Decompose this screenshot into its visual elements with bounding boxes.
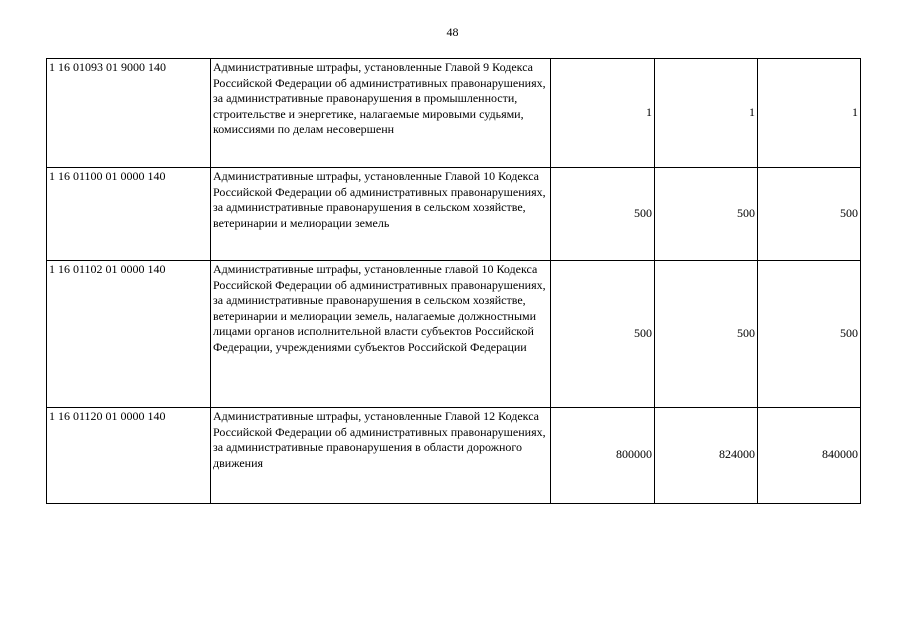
value-cell-year-2: 1: [655, 59, 758, 168]
value-cell-year-1: 800000: [551, 408, 655, 504]
description-cell: Административные штрафы, установленные главой 10 Кодекса Российской Федерации об административных правонарушениях, за административные правонарушения в сельском хозяйстве, ветеринарии и мелиорации земель, налагаемые должностными лицами органов исполнительной власти субъектов Российской Федерации, учреждениями субъектов Российской Федерации: [211, 261, 551, 408]
table-row: [47, 261, 861, 408]
value-cell-year-3: 500: [758, 168, 861, 261]
budget-code-cell: 1 16 01102 01 0000 140: [47, 261, 211, 408]
value-cell-year-3: 500: [758, 261, 861, 408]
description-cell: Административные штрафы, установленные Главой 12 Кодекса Российской Федерации об административных правонарушениях, за административные правонарушения в области дорожного движения: [211, 408, 551, 504]
description-cell: Административные штрафы, установленные Главой 10 Кодекса Российской Федерации об административных правонарушениях, за административные правонарушения в сельском хозяйстве, ветеринарии и мелиорации земель: [211, 168, 551, 261]
value-cell-year-2: 500: [655, 168, 758, 261]
value-cell-year-1: 500: [551, 168, 655, 261]
value-cell-year-1: 500: [551, 261, 655, 408]
table-row: [47, 168, 861, 261]
table-row: [47, 408, 861, 504]
budget-table: [46, 58, 861, 504]
value-cell-year-1: 1: [551, 59, 655, 168]
budget-code-cell: 1 16 01100 01 0000 140: [47, 168, 211, 261]
value-cell-year-2: 500: [655, 261, 758, 408]
value-cell-year-3: 840000: [758, 408, 861, 504]
value-cell-year-2: 824000: [655, 408, 758, 504]
budget-code-cell: 1 16 01093 01 9000 140: [47, 59, 211, 168]
table-row: [47, 59, 861, 168]
value-cell-year-3: 1: [758, 59, 861, 168]
budget-code-cell: 1 16 01120 01 0000 140: [47, 408, 211, 504]
page-number: 48: [446, 25, 459, 39]
description-cell: Административные штрафы, установленные Главой 9 Кодекса Российской Федерации об административных правонарушениях, за административные правонарушения в промышленности, строительстве и энергетике, налагаемые мировыми судьями, комиссиями по делам несовершенн: [211, 59, 551, 168]
